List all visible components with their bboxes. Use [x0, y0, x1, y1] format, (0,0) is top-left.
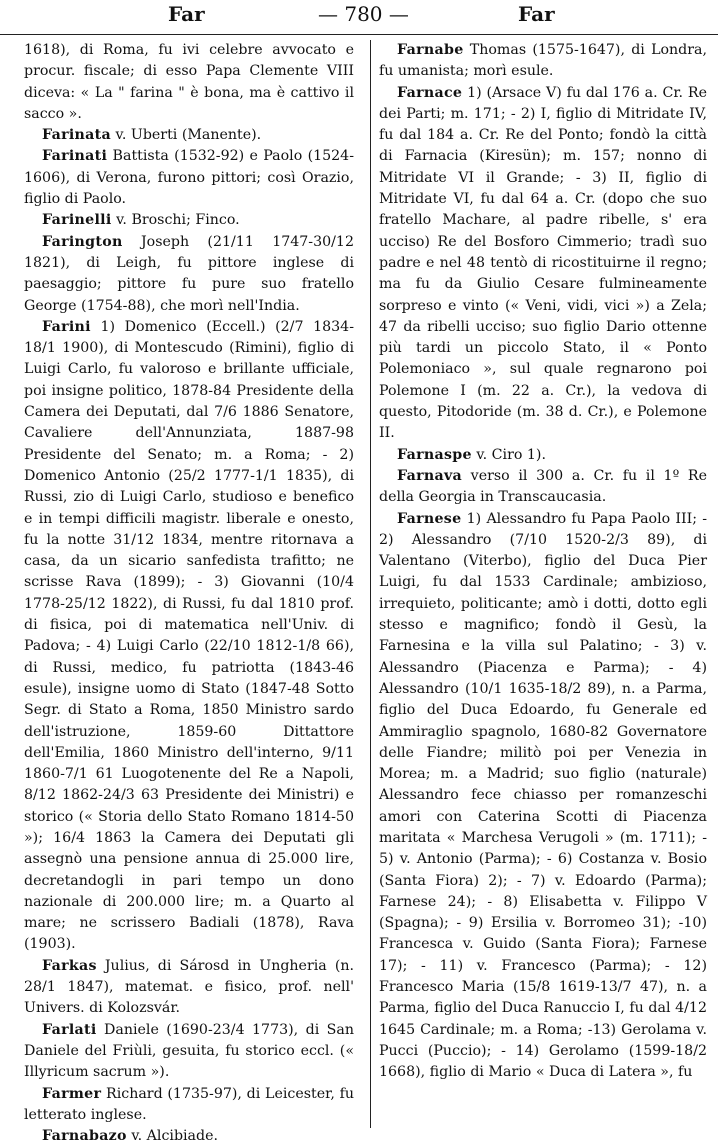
headword: Farkas [42, 957, 97, 974]
headword: Farinata [42, 127, 112, 144]
entry-text: v. Broschi; Finco. [111, 212, 240, 229]
entry-farlati [24, 1020, 354, 1084]
entry-text: Battista (1532-92) e Paolo (1524-1606), di Verona, furono pittori; così Orazio, figlio di Paolo. [24, 148, 354, 208]
entry-farnese [379, 509, 707, 1084]
entry-text: v. Uberti (Manente). [111, 127, 262, 144]
entry-text: Julius, di Sárosd in Ungheria (n. 28/1 1847), matemat. e fisico, prof. nell' Univers. di Kolozsvár. [24, 957, 354, 1017]
entry-text: 1) Alessandro fu Papa Paolo III; - 2) Alessandro (7/10 1520-2/3 89), di Valentano (Viterbo), figlio del Duca Pier Luigi, fu dal 1533 Cardinale; ambizioso, irrequieto, politicante; amò i dotti, dotto egli stesso e magnifico; fondò il Gesù, la Farnesina e la villa sul Palatino; - 3) v. Alessandro (Piacenza e Parma); - 4) Alessandro (10/1 1635-18/2 89), n. a Parma, figlio del Duca Edoardo, fu Generale ed Ammiraglio spagnolo, 1680-82 Governatore delle Fiandre; militò poi per Venezia in Morea; m. a Madrid; suo figlio (naturale) Alessandro fece chiasso per romanzeschi amori con Caterina Scotti di Piacenza maritata « Marchesa Verugoli » (m. 1711); - 5) v. Antonio (Parma); - 6) Costanza v. Bosio (Santa Fiora) 2); - 7) v. Edoardo (Parma); Farnese 24); - 8) Elisabetta v. Filippo V (Spagna); - 9) Ersilia v. Borromeo 31); -10) Francesca v. Guido (Santa Fiora); Farnese 17); - 11) v. Francesco (Parma); - 12) Francesco Maria (15/8 1619-13/7 47), n. a Parma, figlio del Duca Ranuccio I, fu dal 4/12 1645 Cardinale; m. a Roma; -13) Gerolama v. Pucci (Puccio); - 14) Gerolamo (1599-18/2 1668), figlio di Mario « Duca di Latera », fu [379, 510, 707, 1081]
entry-continuation [24, 40, 354, 125]
entry-text: verso il 300 a. Cr. fu il 1º Re della Georgia in Transcaucasia. [379, 467, 707, 506]
page-number: — 780 — [318, 2, 409, 26]
entry-farinata [24, 125, 354, 146]
entry-text: 1) Domenico (Eccell.) (2/7 1834-18/1 1900), di Montescudo (Rimini), figlio di Luigi Carlo, fu valoroso e brillante ufficiale, poi insigne politico, 1878-84 Presidente della Camera dei Deputati, dal 7/6 1886 Senatore, Cavaliere dell'Annunziata, 1887-98 Presidente del Senato; m. a Roma; - 2) Domenico Antonio (25/2 1777-1/1 1835), di Russi, zio di Luigi Carlo, studioso e benefico e in tempi difficili magistr. liberale e onesto, fu la notte 31/12 1834, mentre ritornava a casa, da un sicario sanfedista trafitto; ne scrisse Rava (1899); - 3) Giovanni (10/4 1778-25/12 1822), di Russi, fu dal 1810 prof. di fisica, poi di matematica nell'Univ. di Padova; - 4) Luigi Carlo (22/10 1812-1/8 66), di Russi, medico, fu patriotta (1843-46 esule), insigne uomo di Stato (1847-48 Sotto Segr. di Stato a Roma, 1850 Ministro sardo dell'istruzione, 1859-60 Dittattore dell'Emilia, 1860 Ministro dell'interno, 9/11 1860-7/1 61 Luogotenente del Re a Napoli, 8/12 1862-24/3 63 Presidente dei Ministri) e storico (« Storia dello Stato Romano 1814-50 »); 16/4 1863 la Camera dei Deputati gli assegnò una pensione annua di 25.000 lire, decretandogli in pari tempo un dono nazionale di 200.000 lire; m. a Quarto al mare; ne scrissero Badiali (1878), Rava (1903). [24, 318, 354, 953]
headword: Farmer [42, 1085, 102, 1102]
headword: Farnabazo [42, 1128, 127, 1145]
headword: Farinati [42, 148, 108, 165]
entry-farini [24, 317, 354, 956]
entry-text: Joseph (21/11 1747-30/12 1821), di Leigh, fu pittore inglese di paesaggio; pittore fu pure suo fratello George (1754-88), che morì nell'India. [24, 233, 354, 314]
headword: Farington [42, 233, 123, 250]
entry-text: Thomas (1575-1647), di Londra, fu umanista; morì esule. [379, 42, 707, 80]
entry-farnabe [379, 40, 707, 83]
left-column [24, 40, 354, 1145]
entry-farkas [24, 956, 354, 1020]
entry-farnace [379, 83, 707, 445]
entry-farinati [24, 146, 354, 210]
entry-text: 1618), di Roma, fu ivi celebre avvocato e procur. fiscale; di esso Papa Clemente VIII diceva: « La " farina " è bona, ma è cattivo il sacco ». [24, 42, 354, 122]
entry-farmer [24, 1084, 354, 1127]
running-head-left: Far [168, 2, 205, 26]
headword: Farnace [397, 84, 463, 101]
entry-farnaspe [379, 445, 707, 466]
right-column [370, 40, 707, 1128]
headword: Farlati [42, 1021, 97, 1038]
running-head-right: Far [518, 2, 555, 26]
headword: Farinelli [42, 212, 112, 229]
headword: Farnabe [397, 42, 464, 58]
entry-farnabazo [24, 1126, 354, 1147]
entry-farnava [379, 466, 707, 509]
page-header [0, 0, 718, 35]
entry-farinelli [24, 210, 354, 231]
entry-text: v. Ciro 1). [471, 446, 546, 463]
headword: Farnaspe [397, 446, 472, 463]
entry-text: Richard (1735-97), di Leicester, fu letterato inglese. [24, 1085, 354, 1123]
entry-farington [24, 232, 354, 317]
entry-text: 1) (Arsace V) fu dal 176 a. Cr. Re dei Parti; m. 171; - 2) I, figlio di Mitridate IV, fu dal 184 a. Cr. Re del Ponto; fondò la città di Farnacia (Kiresün); m. 157; nonno di Mitridate VI il Grande; - 3) II, figlio di Mitridate VI, fu dal 64 a. Cr. (dopo che suo fratello Machare, al padre ribelle, s' era ucciso) Re del Bosforo Cimmerio; tradì suo padre e nel 48 tentò di ricostituirne il regno; ma fu da Giulio Cesare fulmineamente sorpreso e vinto (« Veni, vidi, vici ») a Zela; 47 da ribelli ucciso; suo figlio Dario ottenne più tardi un piccolo Stato, il « Ponto Polemoniaco », sul quale regnarono poi Polemone I (m. 22 a. Cr.), la vedova di questo, Pitodoride (m. 38 d. Cr.), e Polemone II. [379, 84, 707, 442]
entry-text: v. Alcibiade. [126, 1128, 219, 1145]
headword: Farnava [397, 467, 463, 484]
headword: Farnese [397, 510, 462, 527]
headword: Farini [42, 318, 91, 335]
entry-text: Daniele (1690-23/4 1773), di San Daniele del Friùli, gesuita, fu storico eccl. (« Illyricum sacrum »). [24, 1021, 354, 1081]
